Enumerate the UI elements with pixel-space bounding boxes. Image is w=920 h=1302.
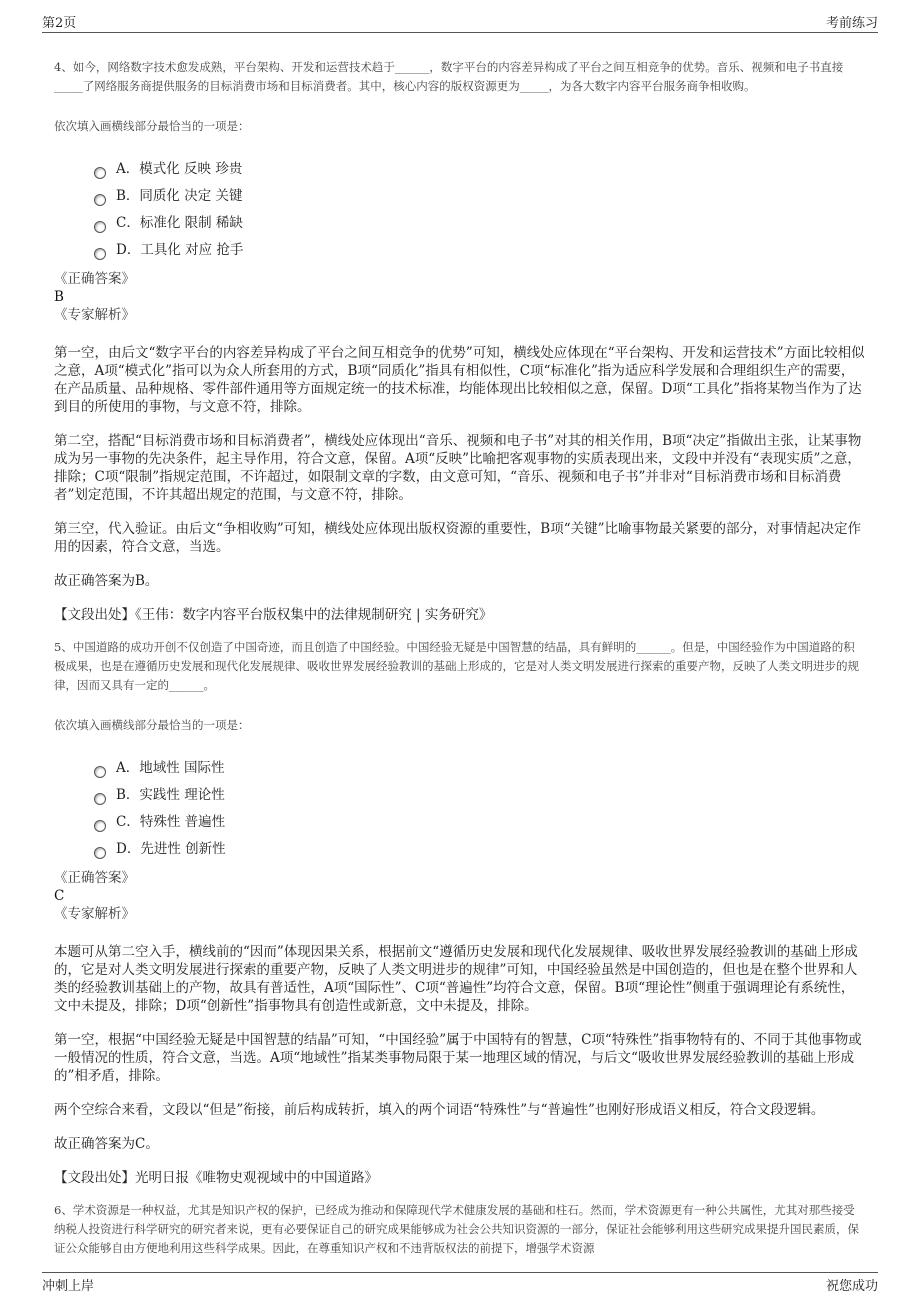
page-number: 第2页 <box>42 16 77 31</box>
page-footer <box>42 1272 878 1295</box>
analysis-tag: 《专家解析》 <box>54 307 135 323</box>
analysis-tag: 《专家解析》 <box>54 906 135 922</box>
conclusion: 故正确答案为C。 <box>54 1136 159 1152</box>
radio-icon[interactable] <box>94 194 106 206</box>
radio-icon[interactable] <box>94 167 106 179</box>
analysis-paragraph: 第三空，代入验证。由后文“争相收购”可知，横线处应体现出版权资源的重要性，B项“关键”比喻事物最关紧要的部分，对事情起决定作用的因素，符合文意，当选。 <box>54 521 862 555</box>
option-label: A．地域性 国际性 <box>116 760 225 776</box>
radio-icon[interactable] <box>94 793 106 805</box>
radio-icon[interactable] <box>94 248 106 260</box>
option-label: D．先进性 创新性 <box>116 841 226 857</box>
radio-icon[interactable] <box>94 820 106 832</box>
option-a[interactable] <box>94 156 866 183</box>
option-b[interactable] <box>94 782 866 809</box>
question-stem: 5、中国道路的成功开创不仅创造了中国奇迹，而且创造了中国经验。中国经验无疑是中国智慧的结晶，具有鲜明的______。但是，中国经验作为中国道路的积极成果，也是在遵循历史发展和现代化发展规律、吸收世界发展经验教训的基础上形成的，它是对人类文明发展进行探索的重要产物，反映了人类文明进步的规律，因而又具有一定的______。 <box>54 640 859 692</box>
analysis-paragraph: 两个空综合来看，文段以“但是”衔接，前后构成转折，填入的两个词语“特殊性”与“普遍性”也刚好形成语义相反，符合文段逻辑。 <box>54 1102 825 1118</box>
answer-tag: 《正确答案》 <box>54 870 135 886</box>
option-list <box>94 755 866 863</box>
option-label: D．工具化 对应 抢手 <box>116 242 244 258</box>
option-b[interactable] <box>94 183 866 210</box>
option-label: A．模式化 反映 珍贵 <box>116 161 243 177</box>
analysis-paragraph: 第一空，由后文“数字平台的内容差异构成了平台之间互相竞争的优势”可知，横线处应体现在“平台架构、开发和运营技术”方面比较相似之意，A项“模式化”指可以为众人所套用的方式，B项“同质化”指具有相似性，C项“标准化”指为适应科学发展和合理组织生产的需要，在产品质量、品种规格、零件部件通用等方面规定统一的技术标准，均能体现出比较相似之意，保留。D项“工具化”指将某物当作为了达到目的所使用的事物，与文意不符，排除。 <box>54 345 865 415</box>
analysis-paragraph: 本题可从第二空入手，横线前的“因而”体现因果关系，根据前文“遵循历史发展和现代化发展规律、吸收世界发展经验教训的基础上形成的，它是对人类文明发展进行探索的重要产物，反映了人类文明进步的规律”可知，中国经验虽然是中国创造的，但也是在整个世界和人类的经验教训基础上的产物，故具有普适性，A项“国际性”、C项“普遍性”均符合文意，保留。B项“理论性”侧重于强调理论有系统性，文中未提及，排除；D项“创新性”指事物具有创造性或新意，文中未提及，排除。 <box>54 944 858 1014</box>
source-citation: 【文段出处】光明日报《唯物史观视域中的中国道路》 <box>54 1170 378 1186</box>
option-d[interactable] <box>94 237 866 264</box>
correct-answer: C <box>54 888 65 904</box>
question-4 <box>54 58 866 624</box>
option-label: B．实践性 理论性 <box>116 787 225 803</box>
option-list <box>94 156 866 264</box>
analysis-paragraph: 第二空，搭配“目标消费市场和目标消费者”，横线处应体现出“音乐、视频和电子书”对其的相关作用，B项“决定”指做出主张，让某事物成为另一事物的先决条件，起主导作用，符合文意，保留。A项“反映”比喻把客观事物的实质表现出来，文段中并没有“表现实质”之意，排除；C项“限制”指规定范围，不许超过，如限制文章的字数，由文意可知，“音乐、视频和电子书”并非对“目标消费市场和目标消费者”划定范围，不许其超出规定的范围，与文意不符，排除。 <box>54 433 862 503</box>
footer-right-text: 祝您成功 <box>825 1279 878 1294</box>
option-d[interactable] <box>94 836 866 863</box>
radio-icon[interactable] <box>94 847 106 859</box>
option-a[interactable] <box>94 755 866 782</box>
option-c[interactable] <box>94 210 866 237</box>
question-prompt: 依次填入画横线部分最恰当的一项是： <box>54 718 250 732</box>
radio-icon[interactable] <box>94 221 106 233</box>
header-title: 考前练习 <box>825 16 878 31</box>
page-header <box>42 10 878 33</box>
document-content <box>54 58 866 1258</box>
option-label: B．同质化 决定 关键 <box>116 188 243 204</box>
analysis-paragraph: 第一空，根据“中国经验无疑是中国智慧的结晶”可知，“中国经验”属于中国特有的智慧，C项“特殊性”指事物特有的、不同于其他事物或一般情况的性质，符合文意，当选。A项“地域性”指某类事物局限于某一地理区域的情况，与后文“吸收世界发展经验教训的基础上形成的”相矛盾，排除。 <box>54 1032 862 1084</box>
conclusion: 故正确答案为B。 <box>54 573 159 589</box>
source-citation: 【文段出处】《王伟：数字内容平台版权集中的法律规制研究 | 实务研究》 <box>54 607 493 623</box>
footer-left-text: 冲刺上岸 <box>42 1279 95 1294</box>
option-c[interactable] <box>94 809 866 836</box>
question-stem: 6、学术资源是一种权益，尤其是知识产权的保护，已经成为推动和保障现代学术健康发展的基础和柱石。然而，学术资源更有一种公共属性，尤其对那些接受纳税人投资进行科学研究的研究者来说，更有必要保证自己的研究成果能够成为社会公共知识资源的一部分，保证社会能够利用这些研究成果提升国民素质，保证公众能够自由方便地利用这些科学成果。因此，在尊重知识产权和不违背版权法的前提下，增强学术资源 <box>54 1203 859 1255</box>
question-5 <box>54 638 866 1187</box>
question-prompt: 依次填入画横线部分最恰当的一项是： <box>54 119 250 133</box>
radio-icon[interactable] <box>94 766 106 778</box>
question-stem: 4、如今，网络数字技术愈发成熟，平台架构、开发和运营技术趋于______，数字平台的内容差异构成了平台之间互相竞争的优势。音乐、视频和电子书直接_____了网络服务商提供服务的目标消费市场和目标消费者。其中，核心内容的版权资源更为_____，为各大数字内容平台服务商争相收购。 <box>54 60 844 93</box>
answer-tag: 《正确答案》 <box>54 271 135 287</box>
option-label: C．标准化 限制 稀缺 <box>116 215 243 231</box>
question-6 <box>54 1201 866 1258</box>
correct-answer: B <box>54 289 64 305</box>
option-label: C．特殊性 普遍性 <box>116 814 226 830</box>
